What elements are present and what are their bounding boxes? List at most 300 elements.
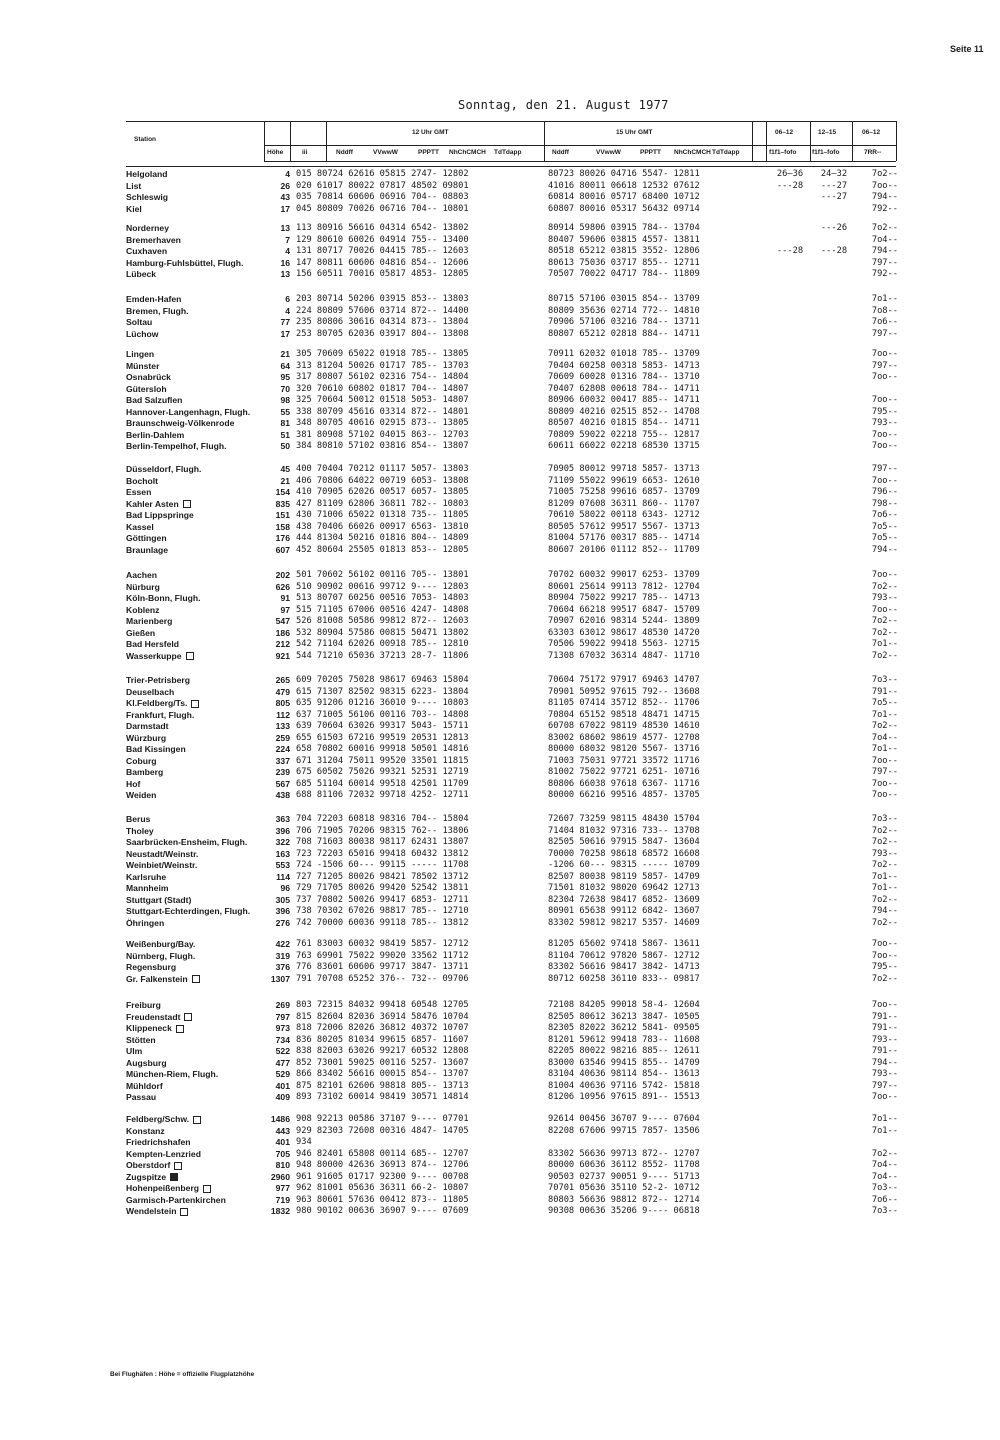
station-name <box>126 962 176 974</box>
station-name <box>126 384 167 396</box>
station-name <box>126 675 190 687</box>
station-name-text: Göttingen <box>126 533 167 543</box>
table-row <box>0 605 1000 617</box>
data-12utc: 542 71104 62026 00918 785-- 12810 <box>296 639 469 649</box>
data-15utc: 71109 55022 99619 6653- 12610 <box>548 475 700 486</box>
station-name-text: Weißenburg/Bay. <box>126 939 196 949</box>
rain-06-12: 7oo-- <box>871 570 898 580</box>
station-name-text: Berlin-Tempelhof, Flugh. <box>126 441 227 451</box>
station-name <box>126 235 181 247</box>
station-name <box>126 779 140 791</box>
rain-06-12: 7o4-- <box>871 234 898 245</box>
header-15utc: 15 Uhr GMT <box>616 129 653 136</box>
data-12utc: 131 80717 70026 04415 785-- 12603 <box>296 246 469 256</box>
station-name-text: Kahler Asten <box>126 498 179 509</box>
data-12utc: 818 72006 82026 36812 40372 10707 <box>296 1023 469 1033</box>
station-name-text: Kassel <box>126 521 154 532</box>
data-15utc: 90503 02737 90051 9---- 51713 <box>548 1171 700 1182</box>
station-name-text: Deuselbach <box>126 686 175 697</box>
data-15utc: 70809 59022 02218 755-- 12817 <box>548 429 700 440</box>
station-name <box>126 733 166 745</box>
station-height: 401 <box>275 1080 290 1091</box>
table-row <box>0 744 1000 756</box>
rain-06-12: 7o4-- <box>871 732 898 743</box>
data-12utc: 532 80904 57586 00815 50471 13802 <box>296 627 469 638</box>
rain-06-12: 7o2-- <box>871 169 898 179</box>
station-height: 553 <box>275 860 290 870</box>
station-height: 805 <box>275 698 290 708</box>
station-height: 13 <box>280 269 290 279</box>
empty-square-icon <box>192 975 200 983</box>
data-15utc: 70911 62032 01018 785-- 13709 <box>548 349 700 359</box>
station-name <box>126 361 159 373</box>
table-row <box>0 1092 1000 1104</box>
table-row <box>0 1114 1000 1126</box>
extra-bottom-1: f1f1–fofo <box>769 149 797 156</box>
empty-square-icon <box>203 1185 211 1193</box>
table-row <box>0 464 1000 476</box>
station-name <box>126 204 142 216</box>
table-row <box>0 1046 1000 1058</box>
station-height: 176 <box>275 533 290 543</box>
data-12utc: 410 70905 62026 00517 6057- 13805 <box>296 487 469 497</box>
table-row <box>0 1081 1000 1093</box>
rain-06-12: 793-- <box>871 848 898 859</box>
rain-06-12: 7o6-- <box>871 510 898 520</box>
data-12utc: 803 72315 84032 99418 60548 12705 <box>296 1000 469 1010</box>
data-12utc: 948 80000 42636 36913 874-- 12706 <box>296 1160 469 1170</box>
data-12utc: 637 71005 56106 00116 703-- 14808 <box>296 709 469 720</box>
station-name <box>126 860 197 872</box>
rain-06-12: 7o2-- <box>871 721 898 731</box>
data-12utc: 381 80908 57102 04015 863-- 12703 <box>296 429 469 440</box>
station-height: 835 <box>275 498 290 509</box>
empty-square-icon <box>183 500 191 508</box>
station-name-text: Berus <box>126 814 151 824</box>
station-name-text: Kiel <box>126 203 142 214</box>
data-12utc: 934 <box>296 1137 312 1147</box>
data-15utc: 71308 67032 36314 4847- 11710 <box>548 650 700 661</box>
station-name <box>126 192 168 204</box>
data-15utc: 92614 00456 36707 9---- 07604 <box>548 1114 700 1124</box>
rain-06-12: 7o2-- <box>871 894 898 905</box>
rain-06-12: 7o2-- <box>871 616 898 626</box>
station-height: 276 <box>275 917 290 928</box>
table-row <box>0 837 1000 849</box>
station-height: 973 <box>275 1023 290 1033</box>
data-15utc: 80407 59606 03815 4557- 13811 <box>548 234 700 245</box>
table-row <box>0 814 1000 826</box>
data-12utc: 384 80810 57102 03816 854-- 13807 <box>296 441 469 451</box>
station-height: 797 <box>275 1011 290 1022</box>
station-height: 7 <box>285 234 290 245</box>
rain-06-12: 798-- <box>871 498 898 509</box>
col15-ppptt: PPPTT <box>640 149 661 156</box>
station-name <box>126 476 158 488</box>
data-12utc: 338 80709 45616 03314 872-- 14801 <box>296 406 469 417</box>
data-15utc: 82208 67606 99715 7857- 13506 <box>548 1125 700 1136</box>
col12-vvwww: VVwwW <box>373 149 398 156</box>
data-15utc: 70507 70022 04717 784-- 11809 <box>548 269 700 279</box>
data-15utc: -1206 60--- 98315 ----- 10709 <box>548 860 700 870</box>
col12-ppptt: PPPTT <box>418 149 439 156</box>
station-height: 97 <box>280 604 290 615</box>
station-height: 1307 <box>270 973 290 984</box>
table-row <box>0 522 1000 534</box>
station-name <box>126 329 158 341</box>
precip-06-12: ---28 <box>776 180 804 191</box>
station-name <box>126 545 168 557</box>
station-name-text: Köln-Bonn, Flugh. <box>126 593 201 603</box>
rain-06-12: 7oo-- <box>871 475 898 486</box>
rain-06-12: 7o1-- <box>871 639 898 649</box>
data-15utc: 60807 80016 05317 56432 09714 <box>548 203 700 214</box>
station-name <box>126 487 151 499</box>
rain-06-12: 793-- <box>871 593 898 603</box>
rain-06-12: 7oo-- <box>871 180 898 191</box>
data-12utc: 852 73001 59025 00116 5257- 13607 <box>296 1057 469 1068</box>
station-name-text: Bamberg <box>126 767 164 777</box>
col15-clouds: NhChCMCH <box>674 149 711 156</box>
station-height: 319 <box>275 950 290 961</box>
data-12utc: 671 31204 75011 99520 33501 11815 <box>296 755 469 766</box>
station-name <box>126 441 227 453</box>
data-12utc: 742 70000 60036 99118 785-- 13812 <box>296 917 469 928</box>
rain-06-12: 7oo-- <box>871 950 898 961</box>
data-15utc: 83000 63546 99415 855-- 14709 <box>548 1057 700 1068</box>
table-row <box>0 441 1000 453</box>
station-name <box>126 651 194 663</box>
rain-06-12: 794-- <box>871 246 898 256</box>
data-12utc: 501 70602 56102 00116 705-- 13801 <box>296 570 469 580</box>
station-name-text: Gießen <box>126 627 156 638</box>
station-height: 977 <box>275 1183 290 1193</box>
data-12utc: 761 83003 60032 98419 5857- 12712 <box>296 939 469 949</box>
rain-06-12: 7o2-- <box>871 650 898 661</box>
precip-12-15: ---26 <box>820 223 848 233</box>
station-height: 16 <box>280 257 290 268</box>
station-name <box>126 710 194 722</box>
station-name-text: Nürburg <box>126 581 160 592</box>
table-row <box>0 1012 1000 1024</box>
station-name-text: Bad Hersfeld <box>126 639 180 649</box>
rain-06-12: 7o5-- <box>871 698 898 708</box>
table-row <box>0 1000 1000 1012</box>
rain-06-12: 794-- <box>871 544 898 555</box>
station-name-text: Norderney <box>126 223 169 233</box>
rain-06-12: 796-- <box>871 487 898 497</box>
rain-06-12: 7o2-- <box>871 825 898 836</box>
table-row <box>0 306 1000 318</box>
data-12utc: 430 71006 65022 01318 735-- 11805 <box>296 510 469 520</box>
table-row <box>0 1035 1000 1047</box>
data-12utc: 737 70802 50026 99417 6853- 12711 <box>296 894 469 905</box>
data-15utc: 60611 66022 02218 68530 13715 <box>548 441 700 451</box>
empty-square-icon <box>193 1116 201 1124</box>
data-12utc: 615 71307 82502 98315 6223- 13804 <box>296 686 469 697</box>
table-row <box>0 790 1000 802</box>
station-name-text: Hof <box>126 778 141 789</box>
station-height: 719 <box>275 1194 290 1205</box>
data-12utc: 875 82101 62606 98818 805-- 13713 <box>296 1080 469 1091</box>
data-12utc: 893 73102 60014 98419 30571 14814 <box>296 1092 469 1102</box>
data-15utc: 70604 75172 97917 69463 14707 <box>548 675 700 685</box>
station-name-text: Coburg <box>126 755 157 766</box>
station-name-text: Koblenz <box>126 604 160 615</box>
data-15utc: 60708 67022 98119 48530 14610 <box>548 721 700 731</box>
station-name-text: Passau <box>126 1092 157 1102</box>
data-12utc: 609 70205 75028 98617 69463 15804 <box>296 675 469 685</box>
empty-square-icon <box>176 1025 184 1033</box>
rain-06-12: 7o2-- <box>871 973 898 984</box>
data-15utc: 72108 84205 99018 58-4- 12604 <box>548 1000 700 1010</box>
station-name-text: Freudenstadt <box>126 1011 181 1022</box>
data-15utc: 70804 65152 98518 48471 14715 <box>548 709 700 720</box>
rain-06-12: 791-- <box>871 1023 898 1033</box>
data-15utc: 81206 10956 97615 891-- 15513 <box>548 1092 700 1102</box>
data-15utc: 80607 20106 01112 852-- 11709 <box>548 544 700 555</box>
station-name-text: Saarbrücken-Ensheim, Flugh. <box>126 837 248 847</box>
rain-06-12: 794-- <box>871 192 898 202</box>
rain-06-12: 7o2-- <box>871 917 898 928</box>
station-height: 337 <box>275 755 290 766</box>
rain-06-12: 7o5-- <box>871 533 898 543</box>
table-row <box>0 361 1000 373</box>
station-height: 224 <box>275 744 290 754</box>
data-12utc: 515 71105 67006 00516 4247- 14808 <box>296 604 469 615</box>
precip-12-15: ---27 <box>820 180 848 191</box>
station-height: 734 <box>275 1034 290 1045</box>
col12-nddff: Nddff <box>336 149 353 156</box>
station-name-text: Essen <box>126 487 152 497</box>
data-12utc: 738 70302 67026 98817 785-- 12710 <box>296 906 469 916</box>
page-title: Sonntag, den 21. August 1977 <box>458 98 669 112</box>
station-name <box>126 951 195 963</box>
station-name <box>126 570 157 582</box>
station-name <box>126 1092 156 1104</box>
station-height: 438 <box>275 790 290 800</box>
data-15utc: 81105 07414 35712 852-- 11706 <box>548 698 700 708</box>
table-row <box>0 372 1000 384</box>
data-12utc: 427 81109 62806 36811 782-- 10803 <box>296 498 469 509</box>
station-name-text: Bremen, Flugh. <box>126 305 189 316</box>
station-name <box>126 826 154 838</box>
station-height: 269 <box>275 1000 290 1010</box>
data-15utc: 70404 60258 00318 5853- 14713 <box>548 360 700 371</box>
precip-12-15: 24–32 <box>820 169 848 179</box>
footnote: Bei Flughäfen : Höhe = offizielle Flugplatzhöhe <box>110 1371 255 1378</box>
rain-06-12: 794-- <box>871 906 898 916</box>
station-name-text: Tholey <box>126 825 154 836</box>
rain-06-12: 7oo-- <box>871 755 898 766</box>
table-row <box>0 779 1000 791</box>
station-height: 17 <box>280 203 290 214</box>
station-name <box>126 849 198 861</box>
station-height: 50 <box>280 441 290 451</box>
station-height: 477 <box>275 1057 290 1068</box>
data-15utc: 71003 75031 97721 33572 11716 <box>548 755 700 766</box>
station-name-text: Friedrichshafen <box>126 1137 191 1147</box>
table-row <box>0 510 1000 522</box>
station-name-text: Bocholt <box>126 475 158 486</box>
station-name <box>126 1172 178 1184</box>
extra-bottom-2: f1f1–fofo <box>812 149 840 156</box>
station-height: 626 <box>275 581 290 592</box>
station-name <box>126 605 159 617</box>
empty-square-icon <box>186 652 194 660</box>
data-12utc: 320 70610 60802 01817 704-- 14807 <box>296 383 469 394</box>
data-12utc: 838 82003 63026 99217 60532 12808 <box>296 1046 469 1056</box>
filled-square-icon <box>170 1173 178 1181</box>
data-12utc: 961 91605 01717 92300 9---- 00708 <box>296 1171 469 1182</box>
station-name <box>126 698 199 710</box>
station-name-text: Mannheim <box>126 883 169 893</box>
table-row <box>0 570 1000 582</box>
station-name <box>126 974 200 986</box>
data-12utc: 980 90102 00636 36907 9---- 07609 <box>296 1206 469 1216</box>
table-row <box>0 1137 1000 1149</box>
station-name-text: Regensburg <box>126 962 177 972</box>
station-name-text: Trier-Petrisberg <box>126 675 190 685</box>
rain-06-12: 794-- <box>871 1057 898 1068</box>
table-row <box>0 181 1000 193</box>
station-name-text: Klippeneck <box>126 1023 172 1033</box>
station-height: 705 <box>275 1148 290 1159</box>
station-name <box>126 1183 211 1195</box>
table-row <box>0 349 1000 361</box>
table-row <box>0 593 1000 605</box>
station-name <box>126 593 200 605</box>
station-height: 114 <box>276 871 290 882</box>
data-15utc: 81004 57176 00317 885-- 14714 <box>548 533 700 543</box>
data-15utc: 81104 70612 97820 5867- 12712 <box>548 950 700 961</box>
table-row <box>0 258 1000 270</box>
station-height: 158 <box>275 521 290 532</box>
station-height: 376 <box>275 962 290 972</box>
station-name-text: Öhringen <box>126 917 165 928</box>
station-name-text: Wasserkuppe <box>126 650 182 661</box>
table-row <box>0 169 1000 181</box>
station-name-text: Marienberg <box>126 616 173 626</box>
extra-top-1: 06–12 <box>775 129 794 136</box>
station-name <box>126 372 171 384</box>
station-name <box>126 169 168 181</box>
station-name-text: Cuxhaven <box>126 246 168 256</box>
station-name-text: Gütersloh <box>126 383 167 394</box>
station-height: 607 <box>275 544 290 555</box>
table-row <box>0 687 1000 699</box>
data-12utc: 513 80707 60256 00516 7053- 14803 <box>296 593 469 603</box>
data-15utc: 81209 07608 36311 860-- 11707 <box>548 498 700 509</box>
data-15utc: 80000 60636 36112 8552- 11708 <box>548 1160 700 1170</box>
station-height: 322 <box>275 837 290 847</box>
station-name-text: Aachen <box>126 570 158 580</box>
data-15utc: 80712 60258 36110 833-- 09817 <box>548 973 700 984</box>
table-row <box>0 192 1000 204</box>
station-name <box>126 418 234 430</box>
table-row <box>0 329 1000 341</box>
data-12utc: 791 70708 65252 376-- 732-- 09706 <box>296 973 469 984</box>
station-height: 13 <box>280 223 290 233</box>
rain-06-12: 7o1-- <box>871 1114 898 1124</box>
data-15utc: 71404 81032 97316 733-- 13708 <box>548 825 700 836</box>
table-row <box>0 721 1000 733</box>
station-height: 163 <box>275 848 290 859</box>
station-height: 151 <box>275 510 290 520</box>
data-12utc: 156 60511 70016 05817 4853- 12805 <box>296 269 469 279</box>
station-name <box>126 395 182 407</box>
station-name-text: Bad Lippspringe <box>126 510 194 520</box>
data-15utc: 82305 82022 36212 5841- 09505 <box>548 1023 700 1033</box>
rain-06-12: 791-- <box>871 1011 898 1022</box>
table-row <box>0 895 1000 907</box>
station-name <box>126 499 191 511</box>
station-name <box>126 464 201 476</box>
table-row <box>0 384 1000 396</box>
data-12utc: 129 80610 60026 04914 755-- 13400 <box>296 234 469 245</box>
station-name-text: Oberstdorf <box>126 1160 171 1170</box>
rain-06-12: 797-- <box>871 328 898 339</box>
station-name-text: Stuttgart (Stadt) <box>126 894 192 905</box>
data-15utc: 80809 35636 02714 772-- 14810 <box>548 305 700 316</box>
station-height: 186 <box>275 627 290 638</box>
table-row <box>0 1058 1000 1070</box>
station-name-text: Münster <box>126 360 160 371</box>
station-name <box>126 756 157 768</box>
station-name <box>126 687 174 699</box>
data-15utc: 82507 80038 98119 5857- 14709 <box>548 871 700 882</box>
col15-nddff: Nddff <box>552 149 569 156</box>
station-height: 202 <box>275 570 290 580</box>
station-name-text: Bad Kissingen <box>126 744 186 754</box>
station-name <box>126 1012 192 1024</box>
station-height: 810 <box>275 1160 290 1170</box>
table-row <box>0 1023 1000 1035</box>
table-row <box>0 294 1000 306</box>
table-row <box>0 756 1000 768</box>
precip-12-15: ---27 <box>820 192 848 202</box>
rain-06-12: 7o2-- <box>871 1148 898 1159</box>
data-15utc: 81004 40636 97116 5742- 15818 <box>548 1080 700 1091</box>
table-row <box>0 533 1000 545</box>
station-name <box>126 939 195 951</box>
table-row <box>0 582 1000 594</box>
table-row <box>0 974 1000 986</box>
data-15utc: 70407 62808 00618 784-- 14711 <box>548 383 700 394</box>
table-row <box>0 883 1000 895</box>
data-15utc: 80806 66038 97618 6367- 11716 <box>548 778 700 789</box>
data-15utc: 80904 75022 99217 785-- 14713 <box>548 593 700 603</box>
rain-06-12: 791-- <box>871 1046 898 1056</box>
rain-06-12: 793-- <box>871 1069 898 1079</box>
data-12utc: 655 61503 67216 99519 20531 12813 <box>296 732 469 743</box>
table-row <box>0 235 1000 247</box>
station-height: 239 <box>275 767 290 777</box>
station-height: 55 <box>280 406 290 417</box>
station-height: 547 <box>275 616 290 626</box>
station-name-text: Weiden <box>126 790 157 800</box>
data-12utc: 962 81001 05636 36311 66-2- 10807 <box>296 1183 469 1193</box>
data-12utc: 400 70404 70212 01117 5057- 13803 <box>296 464 469 474</box>
table-row <box>0 476 1000 488</box>
data-15utc: 70907 62016 98314 5244- 13809 <box>548 616 700 626</box>
station-name <box>126 1000 161 1012</box>
station-name-text: Feldberg/Schw. <box>126 1114 190 1124</box>
rain-06-12: 797-- <box>871 257 898 268</box>
page-number: Seite 11 <box>950 44 984 54</box>
rain-06-12: 795-- <box>871 962 898 972</box>
data-15utc: 90308 00636 35206 9---- 06818 <box>548 1206 700 1216</box>
